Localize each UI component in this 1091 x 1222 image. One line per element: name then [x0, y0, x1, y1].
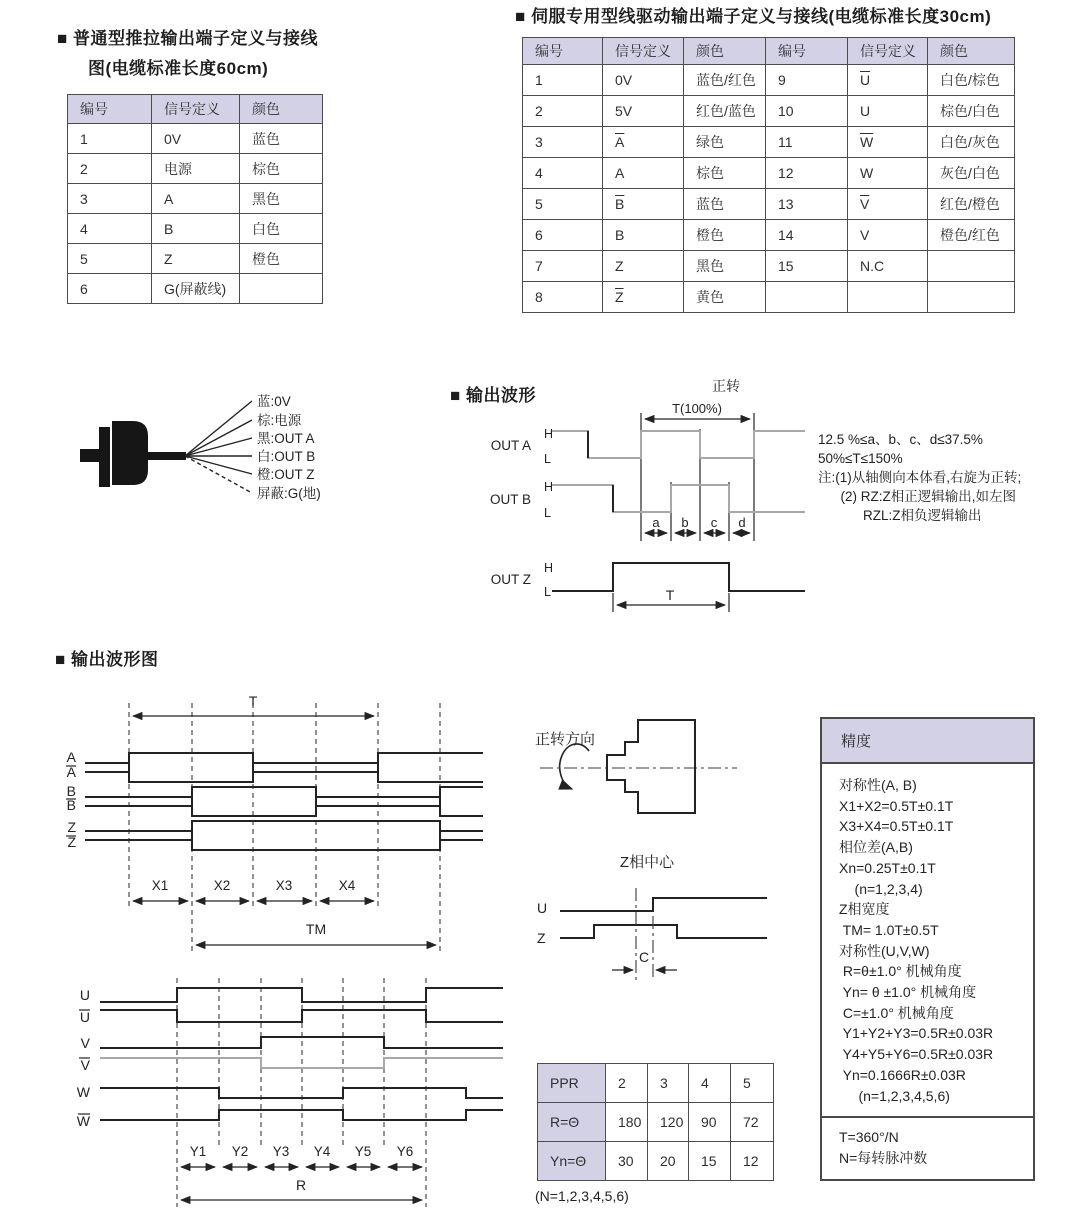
table-row: [523, 96, 1015, 127]
table-cell: A: [152, 184, 240, 214]
table-cell: 0V: [603, 65, 684, 96]
x-interval-row: [133, 878, 374, 901]
accuracy-line: 对称性(A, B): [839, 777, 917, 793]
table-row: [68, 244, 323, 274]
table-cell: 蓝色: [684, 189, 766, 220]
out-b-waveform: [552, 485, 805, 512]
table-row: [538, 1103, 774, 1142]
table-row: [68, 214, 323, 244]
y-interval-row: [181, 1144, 422, 1167]
table-cell: 红色/蓝色: [684, 96, 766, 127]
signal-z-bar-label: Z: [67, 834, 76, 850]
signal-b-bar-label: B: [66, 797, 76, 813]
table-cell: 12: [766, 158, 848, 189]
u-mini-label: U: [537, 900, 548, 916]
accuracy-line: 相位差(A,B): [839, 839, 913, 856]
out-a-low-label: L: [544, 452, 551, 466]
accuracy-line: Xn=0.25T±0.1T: [839, 859, 936, 876]
wire-label-brown: 棕:电源: [257, 413, 302, 428]
accuracy-footer-line: T=360°/N: [839, 1129, 899, 1146]
table-cell: 12: [731, 1142, 774, 1181]
z-period-dimension: [613, 587, 729, 612]
signal-a-label: A: [66, 749, 76, 765]
table-cell: $\overline{Z}$: [603, 282, 684, 313]
table-cell: [240, 274, 323, 304]
table-cell: 黄色: [684, 282, 766, 313]
table-cell: 4: [689, 1064, 731, 1103]
out-a-high-label: H: [544, 427, 554, 441]
interval-y6-label: Y6: [396, 1144, 414, 1159]
table-header-row: [68, 95, 323, 124]
servo-pinout-table: [522, 37, 1015, 313]
interval-y3-label: Y3: [272, 1144, 290, 1159]
accuracy-line: R=θ±1.0° 机械角度: [839, 963, 962, 980]
table-row: [523, 189, 1015, 220]
table-cell: 1: [68, 124, 152, 154]
note-line: (2) RZ:Z相正逻辑输出,如左图: [818, 489, 1016, 504]
signal-z-label: Z: [67, 819, 76, 835]
table-cell: $\overline{U}$: [848, 65, 928, 96]
interval-d-label: d: [738, 515, 746, 530]
table-header-cell: 信号定义: [152, 95, 240, 124]
table-header-cell: 颜色: [240, 95, 323, 124]
wire-label-black: 黑:OUT A: [257, 431, 315, 446]
accuracy-line: Z相宽度: [839, 901, 890, 918]
table-cell: 0V: [152, 124, 240, 154]
table-row: [523, 251, 1015, 282]
rotation-arrow: [560, 744, 589, 789]
interval-x3-label: X3: [275, 878, 293, 893]
accuracy-line: 对称性(U,V,W): [839, 942, 930, 959]
accuracy-line: C=±1.0° 机械角度: [839, 1004, 954, 1021]
pushpull-section-title-line2: 图(电缆标准长度60cm): [88, 59, 269, 78]
out-b-label: OUT B: [489, 492, 531, 507]
interval-y4-label: Y4: [313, 1144, 331, 1159]
signal-u-bar-label: U: [79, 1009, 90, 1025]
accuracy-line: (n=1,2,3,4,5,6): [839, 1087, 950, 1104]
table-cell: $\overline{W}$: [848, 127, 928, 158]
tm-dimension-label: TM: [305, 921, 327, 937]
abz-waveforms: [85, 753, 483, 850]
table-cell: 14: [766, 220, 848, 251]
table-cell: 9: [766, 65, 848, 96]
rotation-direction-label: 正转方向: [535, 731, 596, 748]
encoder-connector-diagram: [70, 385, 370, 510]
encoder-body-shape: [80, 421, 186, 487]
table-cell: PPR: [538, 1064, 606, 1103]
table-cell: Z: [603, 251, 684, 282]
table-cell: 橙色: [684, 220, 766, 251]
table-cell: 白色/棕色: [928, 65, 1015, 96]
table-cell: G(屏蔽线): [152, 274, 240, 304]
interval-x1-label: X1: [151, 878, 169, 893]
table-row: [68, 154, 323, 184]
note-line: 50%≤T≤150%: [818, 451, 903, 466]
accuracy-panel-body: [822, 764, 1033, 1116]
table-cell: N.C: [848, 251, 928, 282]
table-cell: [848, 282, 928, 313]
table-cell: 4: [523, 158, 603, 189]
interval-a-label: a: [652, 515, 660, 530]
table-cell: 橙色/红色: [928, 220, 1015, 251]
table-cell: 6: [523, 220, 603, 251]
ppr-table: [537, 1063, 774, 1181]
signal-v-label: V: [80, 1035, 90, 1051]
t-dimension-label: T: [248, 693, 258, 709]
table-cell: 7: [523, 251, 603, 282]
wire-label-blue: 蓝:0V: [257, 394, 291, 409]
table-cell: 1: [523, 65, 603, 96]
table-cell: R=Θ: [538, 1103, 606, 1142]
table-header-cell: 颜色: [684, 38, 766, 65]
wire-label-shield: 屏蔽:G(地): [257, 486, 321, 501]
uvw-waveform-diagram: [50, 975, 520, 1212]
table-cell: 20: [648, 1142, 689, 1181]
out-z-waveform: [552, 563, 805, 591]
servo-section-title: ■ 伺服专用型线驱动输出端子定义与接线(电缆标准长度30cm): [515, 7, 992, 26]
table-header-cell: 颜色: [928, 38, 1015, 65]
pushpull-section-title-line1: ■ 普通型推拉输出端子定义与接线: [57, 29, 318, 48]
table-header-row: [523, 38, 1015, 65]
out-b-high-label: H: [544, 480, 554, 494]
z-center-waveforms: [560, 898, 767, 938]
output-waveform-diagram: [440, 370, 812, 618]
wire-fanout-lines: [185, 401, 252, 493]
table-cell: B: [603, 220, 684, 251]
table-row: [68, 184, 323, 214]
rotation-label: 正转: [712, 378, 740, 394]
wavediagram-section-title: ■ 输出波形图: [55, 650, 159, 669]
ppr-note: (N=1,2,3,4,5,6): [535, 1188, 629, 1204]
signal-a-bar-label: A: [66, 764, 76, 780]
table-header-cell: 信号定义: [848, 38, 928, 65]
out-a-label: OUT A: [490, 438, 531, 453]
accuracy-panel: [820, 717, 1035, 1181]
table-cell: 红色/橙色: [928, 189, 1015, 220]
table-header-cell: 信号定义: [603, 38, 684, 65]
table-cell: Yn=Θ: [538, 1142, 606, 1181]
table-cell: 橙色: [240, 244, 323, 274]
interval-y5-label: Y5: [354, 1144, 372, 1159]
table-cell: 3: [648, 1064, 689, 1103]
table-cell: 蓝色/红色: [684, 65, 766, 96]
signal-w-label: W: [76, 1084, 90, 1100]
table-row: [523, 220, 1015, 251]
interval-y2-label: Y2: [231, 1144, 249, 1159]
z-period-label: T: [665, 587, 675, 603]
table-cell: W: [848, 158, 928, 189]
accuracy-line: X3+X4=0.5T±0.1T: [839, 818, 954, 835]
abcd-dimension-row: [645, 515, 750, 533]
table-cell: 电源: [152, 154, 240, 184]
note-line: RZL:Z相负逻辑输出: [818, 508, 982, 523]
out-z-high-label: H: [544, 561, 554, 575]
table-cell: Z: [152, 244, 240, 274]
z-mini-label: Z: [537, 930, 546, 946]
table-cell: [928, 251, 1015, 282]
table-cell: 11: [766, 127, 848, 158]
signal-b-label: B: [66, 783, 76, 799]
table-cell: V: [848, 220, 928, 251]
accuracy-line: Y1+Y2+Y3=0.5R±0.03R: [839, 1025, 994, 1042]
table-cell: 5: [731, 1064, 774, 1103]
table-row: [538, 1142, 774, 1181]
table-cell: 3: [523, 127, 603, 158]
accuracy-line: (n=1,2,3,4): [839, 880, 923, 897]
accuracy-line: X1+X2=0.5T±0.1T: [839, 797, 954, 814]
table-header-cell: 编号: [68, 95, 152, 124]
table-cell: 2: [68, 154, 152, 184]
table-row: [523, 282, 1015, 313]
table-row: [538, 1064, 774, 1103]
table-cell: 90: [689, 1103, 731, 1142]
table-cell: 灰色/白色: [928, 158, 1015, 189]
accuracy-line: Yn=0.1666R±0.03R: [839, 1066, 966, 1083]
table-cell: 5: [523, 189, 603, 220]
accuracy-panel-title: 精度: [822, 719, 1033, 764]
table-cell: 白色/灰色: [928, 127, 1015, 158]
signal-u-label: U: [79, 987, 90, 1003]
table-row: [68, 274, 323, 304]
accuracy-line: TM= 1.0T±0.5T: [839, 921, 939, 938]
table-cell: $\overline{A}$: [603, 127, 684, 158]
interval-x4-label: X4: [338, 878, 356, 893]
table-header-cell: 编号: [523, 38, 603, 65]
table-cell: 3: [68, 184, 152, 214]
shaft-profile: [607, 720, 695, 813]
interval-c-label: c: [710, 515, 718, 530]
outwave-section-title: ■ 输出波形: [450, 386, 536, 405]
note-line: 注:(1)从轴侧向本体看,右旋为正转;: [818, 470, 1022, 485]
grid-dashed-lines: [129, 703, 440, 952]
table-cell: 10: [766, 96, 848, 127]
table-cell: 4: [68, 214, 152, 244]
waveform-notes: [818, 430, 1021, 525]
table-row: [523, 127, 1015, 158]
table-cell: 13: [766, 189, 848, 220]
out-z-label: OUT Z: [490, 572, 531, 587]
table-cell: 棕色: [684, 158, 766, 189]
table-cell: 蓝色: [240, 124, 323, 154]
accuracy-footer-line: N=每转脉冲数: [839, 1150, 928, 1167]
z-center-title: Z相中心: [619, 854, 675, 871]
table-cell: A: [603, 158, 684, 189]
out-z-low-label: L: [544, 585, 551, 599]
table-cell: 绿色: [684, 127, 766, 158]
table-cell: [928, 282, 1015, 313]
table-cell: $\overline{B}$: [603, 189, 684, 220]
table-header-cell: 编号: [766, 38, 848, 65]
rotation-and-zcenter-diagram: [525, 700, 817, 995]
table-cell: [766, 282, 848, 313]
table-cell: 白色: [240, 214, 323, 244]
out-a-waveform: [552, 431, 805, 458]
r-dimension-label: R: [295, 1177, 307, 1193]
interval-x2-label: X2: [213, 878, 231, 893]
table-cell: 15: [689, 1142, 731, 1181]
c-dimension-label: C: [638, 949, 650, 965]
period-100-label: T(100%): [672, 401, 722, 416]
accuracy-line: Y4+Y5+Y6=0.5R±0.03R: [839, 1046, 994, 1063]
table-cell: 棕色: [240, 154, 323, 184]
accuracy-line: Yn= θ ±1.0° 机械角度: [839, 984, 977, 1001]
wire-label-white: 白:OUT B: [257, 449, 316, 464]
wire-label-orange: 橙:OUT Z: [257, 467, 315, 482]
pushpull-pinout-table: [67, 94, 323, 304]
table-cell: 180: [606, 1103, 648, 1142]
table-row: [68, 124, 323, 154]
table-cell: 5: [68, 244, 152, 274]
table-cell: 2: [606, 1064, 648, 1103]
table-cell: 6: [68, 274, 152, 304]
table-cell: U: [848, 96, 928, 127]
accuracy-panel-footer: [822, 1116, 1033, 1179]
abz-waveform-diagram: [50, 680, 502, 965]
table-cell: 15: [766, 251, 848, 282]
table-cell: 8: [523, 282, 603, 313]
table-cell: 黑色: [684, 251, 766, 282]
table-cell: 棕色/白色: [928, 96, 1015, 127]
table-cell: $\overline{V}$: [848, 189, 928, 220]
table-cell: 72: [731, 1103, 774, 1142]
table-cell: B: [152, 214, 240, 244]
table-cell: 黑色: [240, 184, 323, 214]
table-row: [523, 65, 1015, 96]
note-line: 12.5 %≤a、b、c、d≤37.5%: [818, 432, 983, 447]
table-cell: 5V: [603, 96, 684, 127]
out-b-low-label: L: [544, 506, 551, 520]
signal-v-bar-label: V: [80, 1057, 90, 1073]
table-row: [523, 158, 1015, 189]
signal-w-bar-label: W: [76, 1113, 90, 1129]
table-cell: 2: [523, 96, 603, 127]
table-cell: 30: [606, 1142, 648, 1181]
interval-b-label: b: [681, 515, 689, 530]
table-cell: 120: [648, 1103, 689, 1142]
interval-y1-label: Y1: [189, 1144, 207, 1159]
